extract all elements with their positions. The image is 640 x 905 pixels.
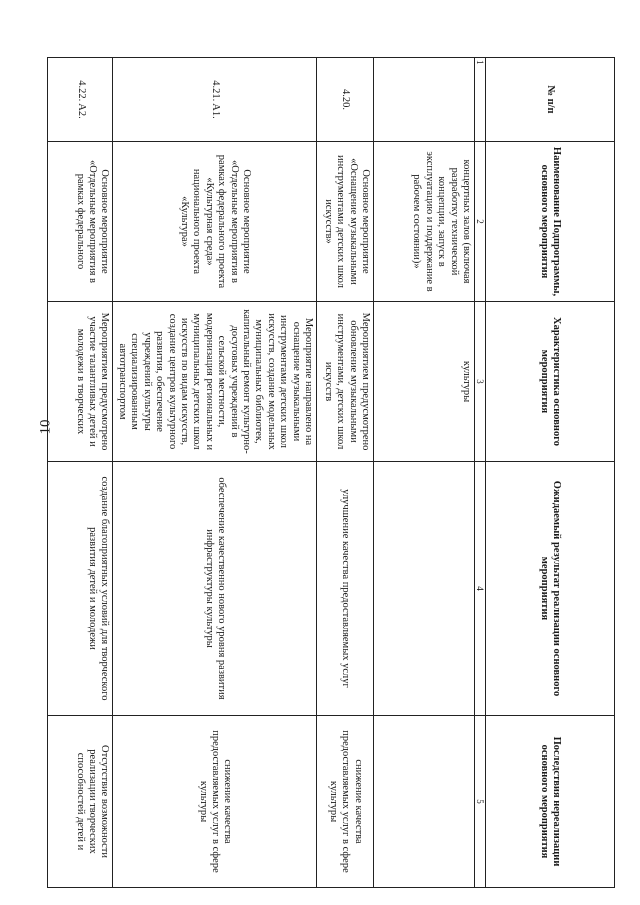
row-name: Основное мероприятие «Отдельные мероприятия в рамках федерального проекта «Культурная среда» национального проекта «Культура» — [113, 142, 317, 302]
table-row — [113, 58, 317, 888]
document-table-sheet — [75, 57, 615, 887]
page-number: 10 — [37, 419, 54, 435]
row-description: Мероприятием предусмотрено обновление музыкальными инструментами, детских школ искусств — [317, 302, 374, 462]
measures-table — [48, 57, 616, 888]
table-row — [48, 58, 113, 888]
row-number: 4.21. A1. — [113, 58, 317, 142]
column-number-row — [475, 58, 486, 888]
column-number: 5 — [475, 716, 486, 888]
row-description: культуры — [374, 302, 475, 462]
row-number: 4.22. A2. — [48, 58, 113, 142]
row-name: Основное мероприятие «Отдельные мероприятия в рамках федерального — [48, 142, 113, 302]
table-row — [374, 58, 475, 888]
header-consequence: Последствия нереализации основного мероприятия — [486, 716, 615, 888]
row-result: улучшение качества предоставляемых услуг — [317, 462, 374, 716]
row-name: Основное мероприятие «Оснащение музыкальными инструментами детских школ искусств» — [317, 142, 374, 302]
row-result — [374, 462, 475, 716]
row-result: создание благоприятных условий для творческого развития детей и молодежи — [48, 462, 113, 716]
header-name: Наименование Подпрограммы, основного мероприятия — [486, 142, 615, 302]
row-number: 4.20. — [317, 58, 374, 142]
row-name: концертных залов (включая разработку технической концепции, запуск в эксплуатацию и поддержание в рабочем состоянии)» — [374, 142, 475, 302]
table-row — [317, 58, 374, 888]
row-consequence — [374, 716, 475, 888]
header-number: № п/п — [486, 58, 615, 142]
row-result: обеспечение качественно нового уровня развития инфраструктуры культуры — [113, 462, 317, 716]
header-result: Ожидаемый результат реализации основного мероприятия — [486, 462, 615, 716]
row-number — [374, 58, 475, 142]
table-header-row — [486, 58, 615, 888]
column-number: 2 — [475, 142, 486, 302]
column-number: 3 — [475, 302, 486, 462]
row-consequence: Отсутствие возможности реализации творческих способностей детей и — [48, 716, 113, 888]
column-number: 4 — [475, 462, 486, 716]
row-description: Мероприятием предусмотрено участие талантливых детей и молодежи в творческих — [48, 302, 113, 462]
row-description: Мероприятие направлено на оснащение музыкальными инструментами детских школ искусств, создание модельных муниципальных библиотек, капитальный ремонт культурно-досуговых учреждений в сельской местности, модернизация региональных и муниципальных детских школ искусств по видам искусств, создание центров культурного развития, обеспечение учреждений культуры специализированным автотранспортом — [113, 302, 317, 462]
header-description: Характеристика основного мероприятия — [486, 302, 615, 462]
row-consequence: снижение качества предоставляемых услуг в сфере культуры — [317, 716, 374, 888]
row-consequence: снижение качества предоставляемых услуг в сфере культуры — [113, 716, 317, 888]
column-number: 1 — [475, 58, 486, 142]
